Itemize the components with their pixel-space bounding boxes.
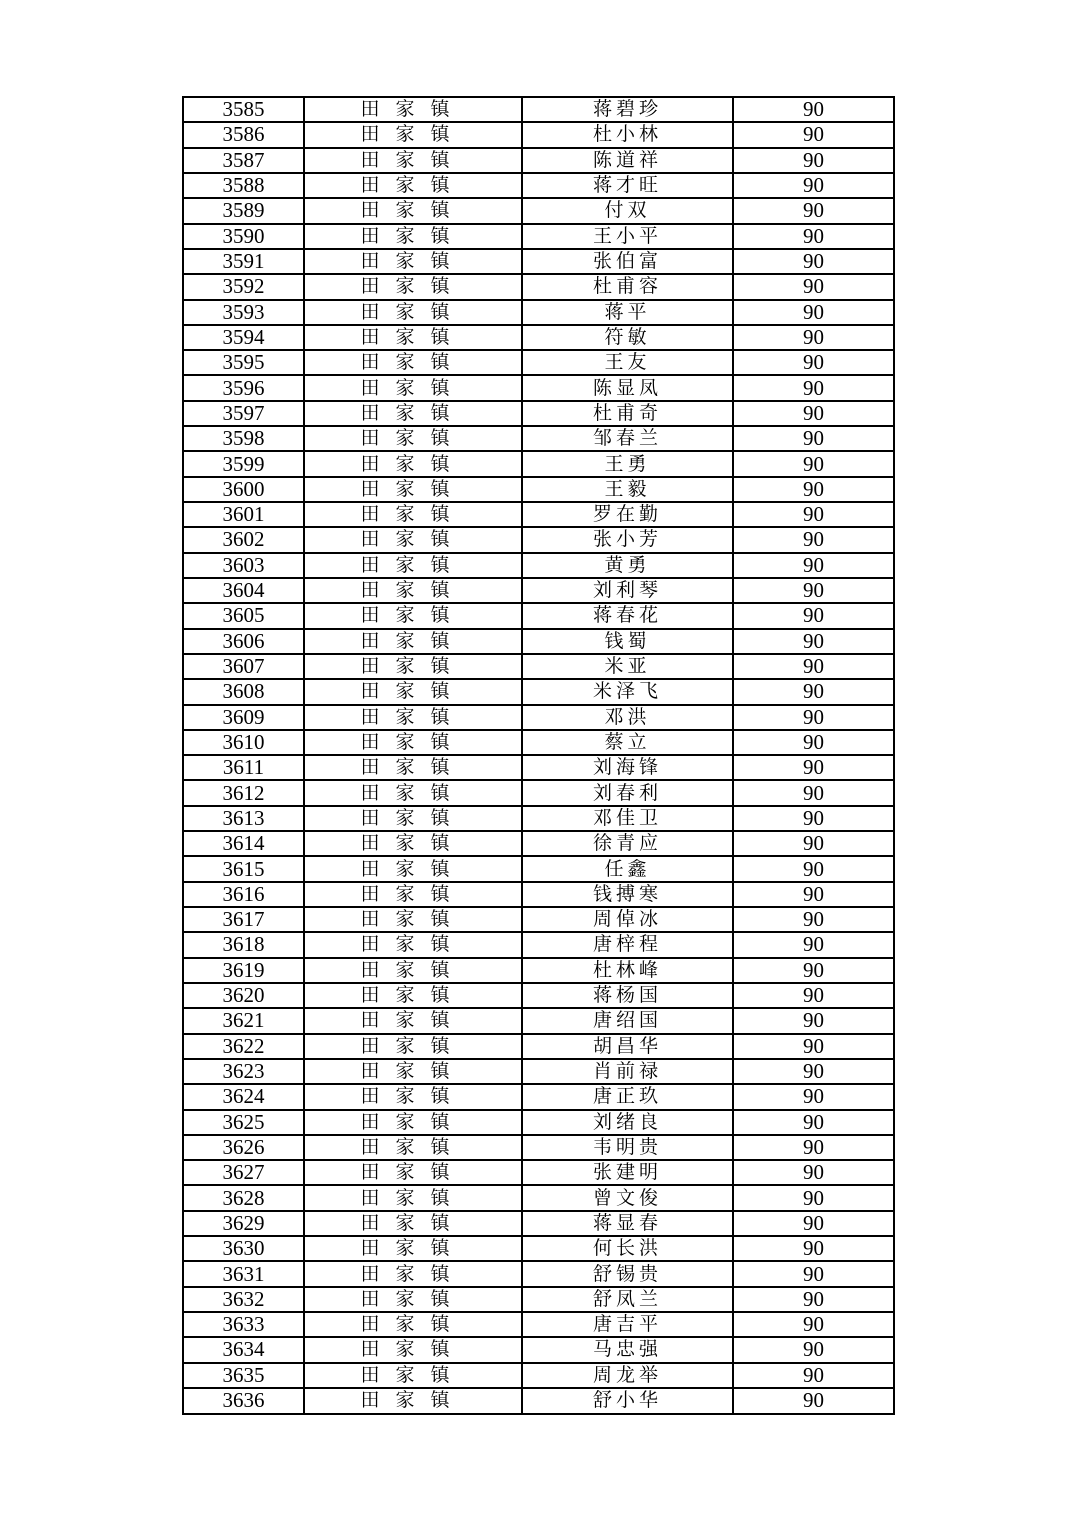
serial-cell: 3616 [183, 882, 304, 907]
name-cell: 韦明贵 [522, 1135, 733, 1160]
table-row [183, 730, 894, 755]
score-cell: 90 [733, 654, 894, 679]
score-cell: 90 [733, 325, 894, 350]
serial-cell: 3629 [183, 1211, 304, 1236]
score-cell: 90 [733, 578, 894, 603]
score-cell: 90 [733, 122, 894, 147]
score-cell: 90 [733, 173, 894, 198]
table-row [183, 426, 894, 451]
table-row [183, 578, 894, 603]
score-cell: 90 [733, 755, 894, 780]
table-row [183, 831, 894, 856]
name-cell: 邓洪 [522, 705, 733, 730]
town-cell: 田家镇 [304, 856, 522, 881]
name-cell: 何长洪 [522, 1236, 733, 1261]
name-cell: 杜甫奇 [522, 401, 733, 426]
table-row [183, 705, 894, 730]
town-cell: 田家镇 [304, 654, 522, 679]
table-row [183, 122, 894, 147]
serial-cell: 3610 [183, 730, 304, 755]
table-row [183, 603, 894, 628]
serial-cell: 3636 [183, 1388, 304, 1414]
table-row [183, 527, 894, 552]
name-cell: 舒凤兰 [522, 1287, 733, 1312]
town-cell: 田家镇 [304, 122, 522, 147]
town-cell: 田家镇 [304, 806, 522, 831]
town-cell: 田家镇 [304, 553, 522, 578]
serial-cell: 3607 [183, 654, 304, 679]
serial-cell: 3606 [183, 629, 304, 654]
score-cell: 90 [733, 477, 894, 502]
town-cell: 田家镇 [304, 983, 522, 1008]
town-cell: 田家镇 [304, 679, 522, 704]
serial-cell: 3627 [183, 1160, 304, 1185]
town-cell: 田家镇 [304, 1084, 522, 1109]
table-row [183, 300, 894, 325]
score-cell: 90 [733, 1261, 894, 1286]
serial-cell: 3590 [183, 224, 304, 249]
town-cell: 田家镇 [304, 527, 522, 552]
name-cell: 陈道祥 [522, 148, 733, 173]
score-cell: 90 [733, 401, 894, 426]
table-row [183, 148, 894, 173]
town-cell: 田家镇 [304, 274, 522, 299]
serial-cell: 3609 [183, 705, 304, 730]
town-cell: 田家镇 [304, 578, 522, 603]
town-cell: 田家镇 [304, 755, 522, 780]
serial-cell: 3601 [183, 502, 304, 527]
results-table-body [183, 97, 894, 1414]
name-cell: 唐梓程 [522, 932, 733, 957]
name-cell: 杜林峰 [522, 958, 733, 983]
town-cell: 田家镇 [304, 1388, 522, 1414]
name-cell: 杜小林 [522, 122, 733, 147]
serial-cell: 3617 [183, 907, 304, 932]
score-cell: 90 [733, 148, 894, 173]
town-cell: 田家镇 [304, 603, 522, 628]
name-cell: 唐吉平 [522, 1312, 733, 1337]
town-cell: 田家镇 [304, 1211, 522, 1236]
name-cell: 杜甫容 [522, 274, 733, 299]
serial-cell: 3626 [183, 1135, 304, 1160]
score-cell: 90 [733, 1034, 894, 1059]
name-cell: 蒋杨国 [522, 983, 733, 1008]
table-row [183, 1211, 894, 1236]
town-cell: 田家镇 [304, 97, 522, 122]
serial-cell: 3596 [183, 375, 304, 400]
name-cell: 蒋显春 [522, 1211, 733, 1236]
score-cell: 90 [733, 300, 894, 325]
town-cell: 田家镇 [304, 730, 522, 755]
score-cell: 90 [733, 274, 894, 299]
table-row [183, 958, 894, 983]
table-row [183, 983, 894, 1008]
table-row [183, 1236, 894, 1261]
score-cell: 90 [733, 1135, 894, 1160]
town-cell: 田家镇 [304, 224, 522, 249]
score-cell: 90 [733, 907, 894, 932]
table-row [183, 679, 894, 704]
serial-cell: 3589 [183, 198, 304, 223]
town-cell: 田家镇 [304, 882, 522, 907]
table-row [183, 629, 894, 654]
score-cell: 90 [733, 1110, 894, 1135]
name-cell: 符敏 [522, 325, 733, 350]
town-cell: 田家镇 [304, 148, 522, 173]
serial-cell: 3599 [183, 451, 304, 476]
town-cell: 田家镇 [304, 1185, 522, 1210]
town-cell: 田家镇 [304, 1236, 522, 1261]
name-cell: 王小平 [522, 224, 733, 249]
serial-cell: 3587 [183, 148, 304, 173]
table-row [183, 1135, 894, 1160]
town-cell: 田家镇 [304, 173, 522, 198]
serial-cell: 3586 [183, 122, 304, 147]
town-cell: 田家镇 [304, 907, 522, 932]
name-cell: 蒋才旺 [522, 173, 733, 198]
table-row [183, 1084, 894, 1109]
name-cell: 唐绍国 [522, 1008, 733, 1033]
name-cell: 刘海锋 [522, 755, 733, 780]
table-row [183, 249, 894, 274]
town-cell: 田家镇 [304, 780, 522, 805]
table-row [183, 198, 894, 223]
serial-cell: 3605 [183, 603, 304, 628]
name-cell: 任鑫 [522, 856, 733, 881]
score-cell: 90 [733, 198, 894, 223]
town-cell: 田家镇 [304, 1160, 522, 1185]
town-cell: 田家镇 [304, 300, 522, 325]
name-cell: 陈显凤 [522, 375, 733, 400]
serial-cell: 3612 [183, 780, 304, 805]
score-cell: 90 [733, 1287, 894, 1312]
serial-cell: 3631 [183, 1261, 304, 1286]
serial-cell: 3622 [183, 1034, 304, 1059]
name-cell: 王毅 [522, 477, 733, 502]
table-row [183, 806, 894, 831]
serial-cell: 3597 [183, 401, 304, 426]
table-row [183, 1034, 894, 1059]
score-cell: 90 [733, 350, 894, 375]
name-cell: 米泽飞 [522, 679, 733, 704]
serial-cell: 3619 [183, 958, 304, 983]
score-cell: 90 [733, 831, 894, 856]
town-cell: 田家镇 [304, 1261, 522, 1286]
table-row [183, 1110, 894, 1135]
town-cell: 田家镇 [304, 1110, 522, 1135]
serial-cell: 3595 [183, 350, 304, 375]
score-cell: 90 [733, 224, 894, 249]
serial-cell: 3592 [183, 274, 304, 299]
table-row [183, 477, 894, 502]
name-cell: 曾文俊 [522, 1185, 733, 1210]
serial-cell: 3632 [183, 1287, 304, 1312]
table-row [183, 654, 894, 679]
score-cell: 90 [733, 527, 894, 552]
score-cell: 90 [733, 1211, 894, 1236]
name-cell: 周龙举 [522, 1363, 733, 1388]
score-cell: 90 [733, 1008, 894, 1033]
serial-cell: 3598 [183, 426, 304, 451]
score-cell: 90 [733, 629, 894, 654]
name-cell: 徐青应 [522, 831, 733, 856]
serial-cell: 3608 [183, 679, 304, 704]
table-row [183, 350, 894, 375]
serial-cell: 3588 [183, 173, 304, 198]
name-cell: 王友 [522, 350, 733, 375]
score-cell: 90 [733, 806, 894, 831]
table-row [183, 1312, 894, 1337]
town-cell: 田家镇 [304, 1287, 522, 1312]
name-cell: 蒋春花 [522, 603, 733, 628]
score-cell: 90 [733, 932, 894, 957]
table-row [183, 274, 894, 299]
score-cell: 90 [733, 502, 894, 527]
score-cell: 90 [733, 1236, 894, 1261]
score-cell: 90 [733, 1160, 894, 1185]
town-cell: 田家镇 [304, 198, 522, 223]
town-cell: 田家镇 [304, 831, 522, 856]
table-row [183, 1185, 894, 1210]
table-row [183, 401, 894, 426]
score-cell: 90 [733, 780, 894, 805]
table-row [183, 882, 894, 907]
name-cell: 唐正玖 [522, 1084, 733, 1109]
score-cell: 90 [733, 856, 894, 881]
score-cell: 90 [733, 1084, 894, 1109]
results-table [182, 96, 895, 1415]
name-cell: 钱搏寒 [522, 882, 733, 907]
score-cell: 90 [733, 451, 894, 476]
serial-cell: 3602 [183, 527, 304, 552]
table-row [183, 375, 894, 400]
serial-cell: 3634 [183, 1337, 304, 1362]
town-cell: 田家镇 [304, 502, 522, 527]
score-cell: 90 [733, 1312, 894, 1337]
score-cell: 90 [733, 1185, 894, 1210]
name-cell: 周倬冰 [522, 907, 733, 932]
serial-cell: 3618 [183, 932, 304, 957]
table-row [183, 325, 894, 350]
town-cell: 田家镇 [304, 932, 522, 957]
table-row [183, 451, 894, 476]
serial-cell: 3624 [183, 1084, 304, 1109]
table-row [183, 1388, 894, 1414]
name-cell: 舒锡贵 [522, 1261, 733, 1286]
table-row [183, 1059, 894, 1084]
table-row [183, 856, 894, 881]
name-cell: 蒋碧珍 [522, 97, 733, 122]
score-cell: 90 [733, 1363, 894, 1388]
name-cell: 罗在勤 [522, 502, 733, 527]
table-row [183, 1261, 894, 1286]
name-cell: 付双 [522, 198, 733, 223]
town-cell: 田家镇 [304, 1312, 522, 1337]
serial-cell: 3628 [183, 1185, 304, 1210]
serial-cell: 3635 [183, 1363, 304, 1388]
serial-cell: 3611 [183, 755, 304, 780]
town-cell: 田家镇 [304, 1008, 522, 1033]
town-cell: 田家镇 [304, 350, 522, 375]
serial-cell: 3613 [183, 806, 304, 831]
name-cell: 张建明 [522, 1160, 733, 1185]
table-row [183, 755, 894, 780]
name-cell: 肖前禄 [522, 1059, 733, 1084]
table-row [183, 1337, 894, 1362]
town-cell: 田家镇 [304, 426, 522, 451]
town-cell: 田家镇 [304, 1059, 522, 1084]
table-row [183, 780, 894, 805]
score-cell: 90 [733, 553, 894, 578]
name-cell: 邹春兰 [522, 426, 733, 451]
serial-cell: 3633 [183, 1312, 304, 1337]
name-cell: 刘春利 [522, 780, 733, 805]
name-cell: 刘利琴 [522, 578, 733, 603]
town-cell: 田家镇 [304, 1135, 522, 1160]
name-cell: 蔡立 [522, 730, 733, 755]
serial-cell: 3591 [183, 249, 304, 274]
name-cell: 舒小华 [522, 1388, 733, 1414]
name-cell: 张伯富 [522, 249, 733, 274]
name-cell: 张小芳 [522, 527, 733, 552]
serial-cell: 3585 [183, 97, 304, 122]
serial-cell: 3621 [183, 1008, 304, 1033]
town-cell: 田家镇 [304, 1337, 522, 1362]
serial-cell: 3625 [183, 1110, 304, 1135]
table-row [183, 224, 894, 249]
name-cell: 王勇 [522, 451, 733, 476]
town-cell: 田家镇 [304, 1363, 522, 1388]
name-cell: 黄勇 [522, 553, 733, 578]
name-cell: 米亚 [522, 654, 733, 679]
serial-cell: 3593 [183, 300, 304, 325]
score-cell: 90 [733, 375, 894, 400]
serial-cell: 3615 [183, 856, 304, 881]
score-cell: 90 [733, 882, 894, 907]
score-cell: 90 [733, 249, 894, 274]
town-cell: 田家镇 [304, 1034, 522, 1059]
serial-cell: 3604 [183, 578, 304, 603]
score-cell: 90 [733, 958, 894, 983]
table-row [183, 1363, 894, 1388]
score-cell: 90 [733, 97, 894, 122]
score-cell: 90 [733, 1388, 894, 1414]
name-cell: 马忠强 [522, 1337, 733, 1362]
name-cell: 邓佳卫 [522, 806, 733, 831]
table-row [183, 1287, 894, 1312]
town-cell: 田家镇 [304, 401, 522, 426]
town-cell: 田家镇 [304, 958, 522, 983]
score-cell: 90 [733, 730, 894, 755]
table-row [183, 502, 894, 527]
table-row [183, 932, 894, 957]
score-cell: 90 [733, 1059, 894, 1084]
serial-cell: 3603 [183, 553, 304, 578]
town-cell: 田家镇 [304, 705, 522, 730]
score-cell: 90 [733, 983, 894, 1008]
serial-cell: 3623 [183, 1059, 304, 1084]
name-cell: 蒋平 [522, 300, 733, 325]
score-cell: 90 [733, 426, 894, 451]
serial-cell: 3600 [183, 477, 304, 502]
score-cell: 90 [733, 1337, 894, 1362]
table-row [183, 1160, 894, 1185]
table-row [183, 97, 894, 122]
town-cell: 田家镇 [304, 249, 522, 274]
town-cell: 田家镇 [304, 375, 522, 400]
town-cell: 田家镇 [304, 629, 522, 654]
score-cell: 90 [733, 705, 894, 730]
name-cell: 胡昌华 [522, 1034, 733, 1059]
score-cell: 90 [733, 679, 894, 704]
town-cell: 田家镇 [304, 325, 522, 350]
score-cell: 90 [733, 603, 894, 628]
town-cell: 田家镇 [304, 477, 522, 502]
table-row [183, 1008, 894, 1033]
serial-cell: 3614 [183, 831, 304, 856]
serial-cell: 3630 [183, 1236, 304, 1261]
table-row [183, 553, 894, 578]
serial-cell: 3594 [183, 325, 304, 350]
name-cell: 钱蜀 [522, 629, 733, 654]
town-cell: 田家镇 [304, 451, 522, 476]
name-cell: 刘绪良 [522, 1110, 733, 1135]
table-row [183, 907, 894, 932]
serial-cell: 3620 [183, 983, 304, 1008]
table-row [183, 173, 894, 198]
